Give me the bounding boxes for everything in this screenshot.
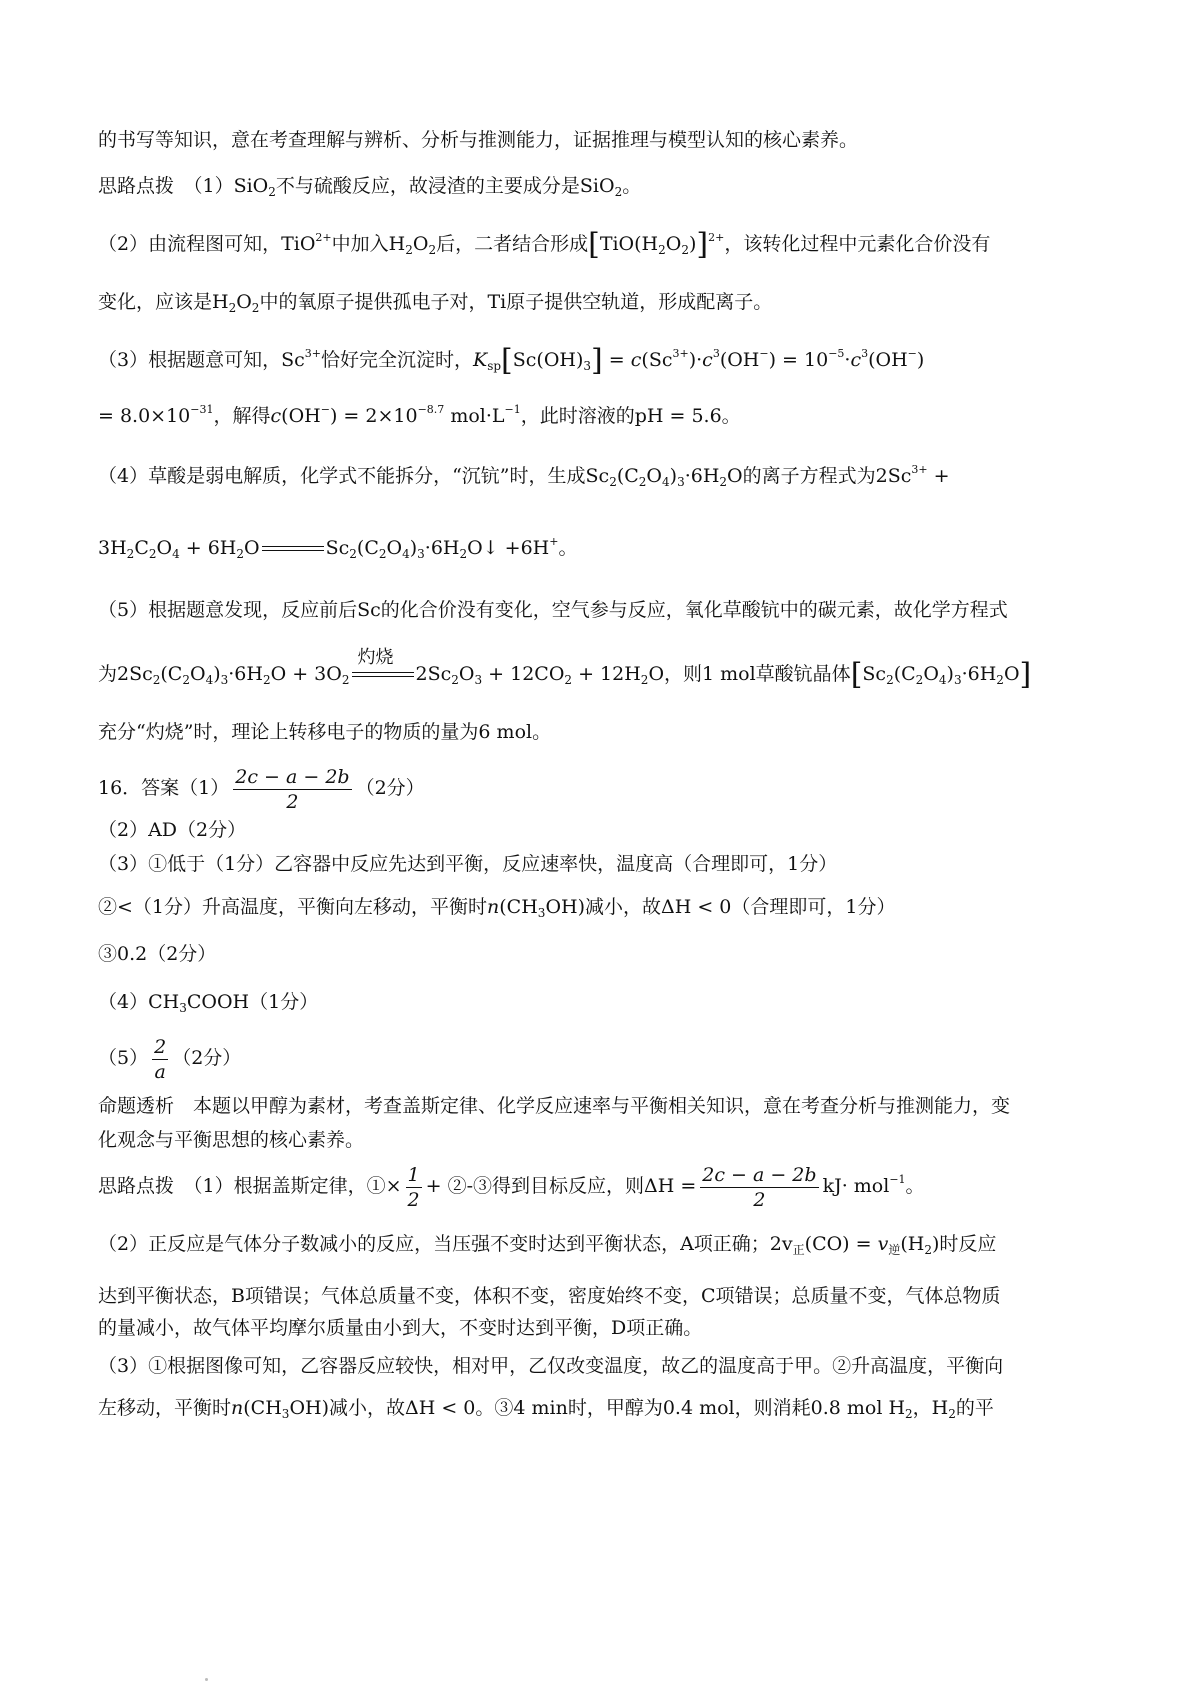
equals-arrow-icon (262, 544, 324, 554)
text-line-2: 思路点拨 （1）SiO$_2$不与硫酸反应，故浸渣的主要成分是SiO$_2$。 (98, 175, 642, 199)
text-line-16: ③0.2（2分） (98, 943, 217, 965)
page-mark (205, 1678, 208, 1681)
text-line-4: 变化，应该是$H_2O_2$中的氧原子提供孤电子对，Ti原子提供空轨道，形成配离子。 (98, 291, 773, 315)
text-line-1: 的书写等知识，意在考查理解与辨析、分析与推测能力，证据推理与模型认知的核心素养。 (98, 129, 859, 151)
text-line-18: （5） $\frac{2}{a}$ （2分） (98, 1035, 242, 1083)
text-line-25: （3）①根据图像可知，乙容器反应较快，相对甲，乙仅改变温度，故乙的温度高于甲。②升高温度，平衡向 (98, 1355, 1004, 1377)
text-line-17: $(4)CH_3COOH(1$分） (98, 991, 319, 1015)
text-line-9: （5）根据题意发现，反应前后Sc的化合价没有变化，空气参与反应，氧化草酸钪中的碳元素，故化学方程式 (98, 599, 1008, 621)
text-line-12: 16．答案（1） $\frac{2c - a - 2b}{2}$ （2分） (98, 765, 425, 813)
text-line-20: 化观念与平衡思想的核心素养。 (98, 1129, 365, 1151)
text-line-3: （2）由流程图可知，TiO$^{2+}$中加入$H_2O_2$后，二者结合形成$[TiO(H_2O_2)]^{2+}$，该转化过程中元素化合价没有 (98, 227, 991, 262)
text-line-19: 命题透析 本题以甲醇为素材，考查盖斯定律、化学反应速率与平衡相关知识，意在考查分析与推测能力，变 (98, 1095, 1011, 1117)
text-line-26: 左移动，平衡时$n(CH_3OH)$减小，故ΔH < 0。③4 min时，甲醇为0.4 mol，则消耗0.8 mol $H_2$，$H_2$的平 (98, 1397, 994, 1421)
text-line-24: 的量减小，故气体平均摩尔质量由小到大，不变时达到平衡，D项正确。 (98, 1317, 703, 1339)
text-line-14: （3）①低于（1分）乙容器中反应先达到平衡，反应速率快，温度高（合理即可，1分） (98, 853, 838, 875)
text-line-5: （3）根据题意可知，$Sc^{3+}$恰好完全沉淀时，$K_{sp}[Sc(OH)_3] = c(Sc^{3+})\cdot c^3(OH^-) = 10^{-5}\cdot c^3(OH^-)$ (98, 343, 925, 378)
text-line-15: ②<（1分）升高温度，平衡向左移动，平衡时$n(CH_3OH)$减小，故ΔH < 0（合理即可，1分） (98, 896, 896, 920)
text-line-10: 为$2Sc_2(C_2O_4)_3\cdot 6H_2O + 3O_2$ 灼烧 $2Sc_2O_3 + 12CO_2 + 12H_2O$，则1 mol草酸钪晶体$[Sc_2(C_2O_4)_3\cdot 6H_2O]$ (98, 647, 1032, 692)
text-line-13: （2）AD（2分） (98, 819, 247, 841)
text-line-11: 充分“灼烧”时，理论上转移电子的物质的量为6 mol。 (98, 721, 552, 743)
text-line-21: 思路点拨 （1）根据盖斯定律，①× $\frac{1}{2}$ + ②-③得到目标反应，则ΔH = $\frac{2c - a - 2b}{2}$ kJ· mol$^{-1}$。 (98, 1163, 925, 1211)
text-line-8: $3H_2C_2O_4 + 6H_2O$ $Sc_2(C_2O_4)_3\cdot 6H_2O↓ +6H^+$。 (98, 535, 578, 561)
text-line-7: （4）草酸是弱电解质，化学式不能拆分，“沉钪”时，生成$Sc_2(C_2O_4)_3\cdot 6H_2O$的离子方程式为$2Sc^{3+}$ + (98, 463, 950, 489)
text-line-23: 达到平衡状态，B项错误；气体总质量不变，体积不变，密度始终不变，C项错误；总质量不变，气体总物质 (98, 1285, 1001, 1307)
fraction: $\frac{1}{2}$ (407, 1163, 420, 1211)
text-line-22: （2）正反应是气体分子数减小的反应，当压强不变时达到平衡状态，A项正确；$2v_正(CO) = v_逆(H_2)$时反应 (98, 1233, 997, 1257)
fraction: $\frac{2c - a - 2b}{2}$ (702, 1163, 817, 1211)
equals-arrow-icon: 灼烧 (352, 670, 414, 680)
fraction: $\frac{2}{a}$ (154, 1035, 167, 1083)
fraction: $\frac{2c - a - 2b}{2}$ (235, 765, 350, 813)
text-line-6: = $8.0\times 10^{-31}$，解得$c(OH^-) = 2\times 10^{-8.7}$ $mol\cdot L^{-1}$，此时溶液的pH = 5.6。 (98, 403, 741, 427)
